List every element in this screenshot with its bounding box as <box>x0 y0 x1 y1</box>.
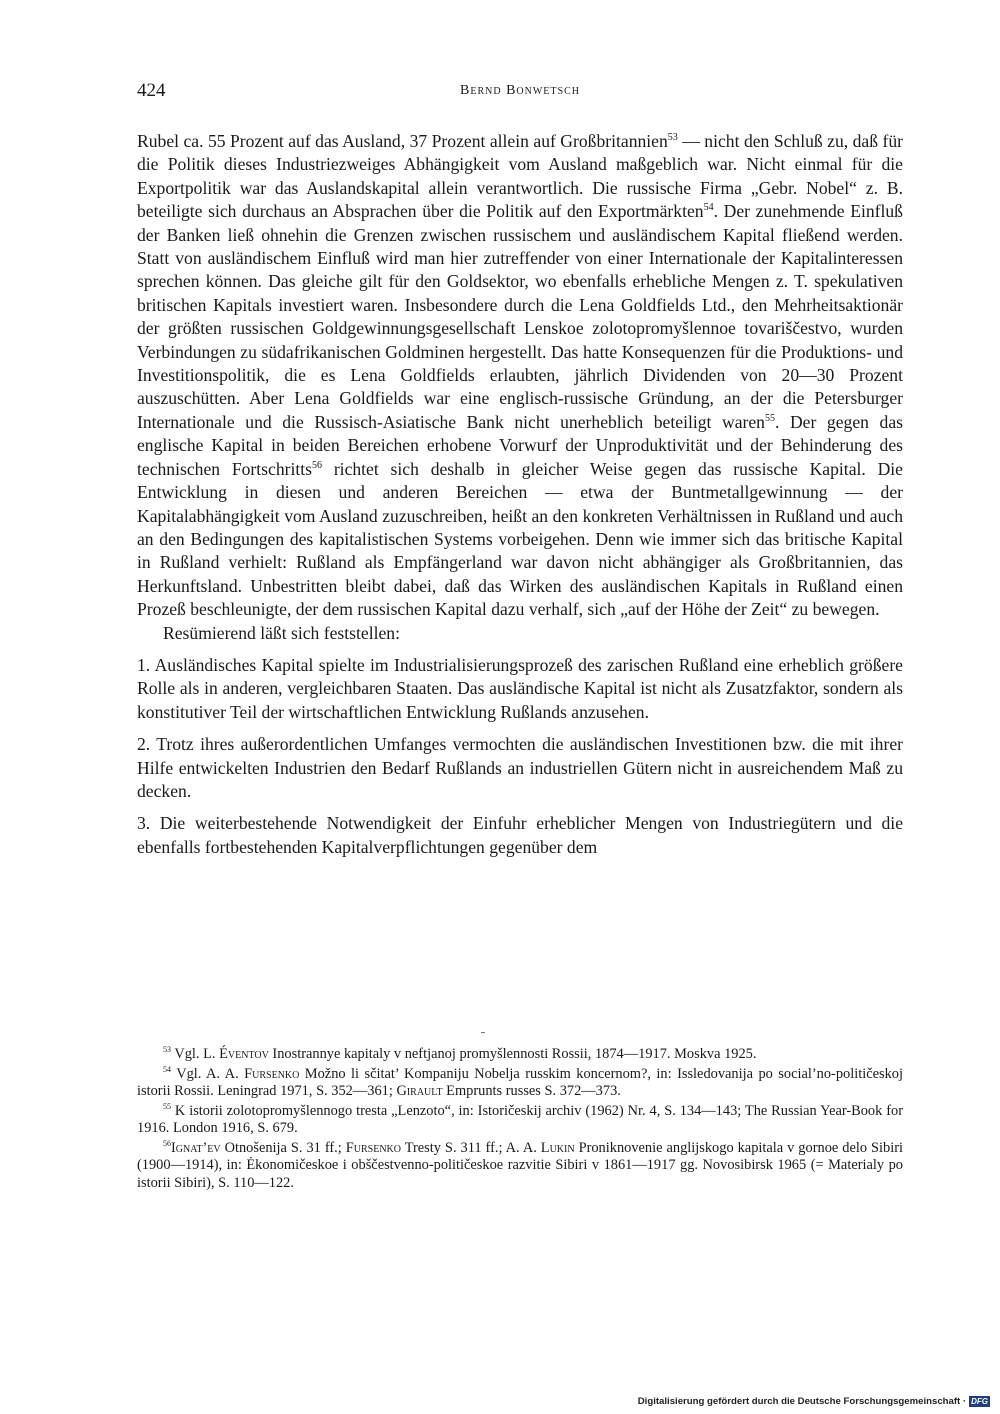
page-number: 424 <box>137 80 166 101</box>
footnote-divider <box>481 1032 485 1033</box>
footnote-ref-53[interactable]: 53 <box>667 132 678 144</box>
summary-point-2: 2. Trotz ihres außerordentlichen Umfanges vermochten die ausländischen Investitionen bzw. die mit ihrer Hilfe entwickelten Industrien den Bedarf Rußlands an industriellen Gütern nicht in ausreichendem Maß zu decken. <box>137 734 903 801</box>
footnote-ref-56[interactable]: 56 <box>312 459 323 471</box>
footnote-55: $^{55}$ K istorii zolotopromyšlennogo tresta „Lenzoto“, in: Istoričeskij archiv (1962) Nr. 4, S. 134—143; The Russian Year-Book for 1916. London 1916, S. 679. <box>137 1101 903 1136</box>
running-head-author: Bernd Bonwetsch <box>460 83 580 98</box>
footnote-56: $^{56}$Ignat’ev Otnošenija S. 31 ff.; Fursenko Tresty S. 311 ff.; A. A. Lukin Proniknovenie anglijskogo kapitala v gornoe delo Sibiri (1900—1914), in: Ėkonomičeskoe i obščestvenno-političeskoe razvitie Sibiri v 1861—1917 gg. Novosibirsk 1965 (= Materialy po istorii Sibiri), S. 110—122. <box>137 1138 903 1191</box>
footnote-ref-54[interactable]: 54 <box>703 202 714 214</box>
digitization-credit-text: Digitalisierung gefördert durch die Deutsche Forschungsgemeinschaft · <box>637 1396 967 1407</box>
summary-point-3: 3. Die weiterbestehende Notwendigkeit der Einfuhr erheblicher Mengen von Industriegütern und die ebenfalls fortbestehenden Kapitalverpflichtungen gegenüber dem <box>137 813 903 857</box>
footnotes <box>137 1046 903 1194</box>
dfg-logo-icon: DFG <box>971 1397 988 1406</box>
page-header <box>137 80 903 104</box>
digitization-credit <box>638 1396 990 1407</box>
summary-point-1: 1. Ausländisches Kapital spielte im Industrialisierungsprozeß des zarischen Rußland eine erheblich größere Rolle als in anderen, vergleichbaren Staaten. Das ausländische Kapital ist nicht als Zusatzfaktor, sondern als konstitutiver Teil der wirtschaftlichen Entwicklung Rußlands anzusehen. <box>137 654 903 722</box>
footnote-ref-55[interactable]: 55 <box>764 413 775 425</box>
body-paragraph-1: Rubel ca. 55 Prozent auf das Ausland, 37 Prozent allein auf Großbritannien$^{53}$ — nicht den Schluß zu, daß für die Politik dieses Industriezweiges Abhängigkeit vom Ausland maßgeblich war. Nicht einmal für die Exportpolitik war das Auslandskapital allein verantwortlich. Die russische Firma „Gebr. Nobel“ z. B. beteiligte sich durchaus an Absprachen über die Politik auf den Exportmärkten$^{54}$. Der zunehmende Einfluß der Banken ließ ohnehin die Grenzen zwischen russischem und ausländischem Kapital fließend werden. Statt von ausländischem Einfluß wird man hier zutreffender von einer Internationale der Kapitalinteressen sprechen können. Das gleiche gilt für den Goldsektor, wo ebenfalls erhebliche Mengen z. T. spekulativen britischen Kapitals investiert waren. Insbesondere durch die Lena Goldfields Ltd., den Mehrheitsaktionär der größten russischen Goldgewinnungsgesellschaft Lenskoe zolotopromyšlennoe tovariščestvo, wurden Verbindungen zu südafrikanischen Goldminen hergestellt. Das hatte Konsequenzen für die Produktions- und Investitionspolitik, die es Lena Goldfields erlaubten, jährlich Dividenden von 20—30 Prozent auszuschütten. Aber Lena Goldfields war eine englisch-russische Gründung, an der die Petersburger Internationale und die Russisch-Asiatische Bank nicht unerheblich beteiligt waren$^{55}$. Der gegen das englische Kapital in beiden Bereichen erhobene Vorwurf der Unproduktivität und der Behinderung des technischen Fortschritts$^{56}$ richtet sich deshalb in gleicher Weise gegen das russische Kapital. Die Entwicklung in diesen und anderen Bereichen — etwa der Buntmetallgewinnung — der Kapitalabhängigkeit vom Ausland zuzuschreiben, heißt an den konkreten Verhältnissen in Rußland und auch an den Bedingungen des kapitalistischen Systems vorbeigehen. Denn wie immer sich das britische Kapital in Rußland verhielt: Rußland als Empfängerland war davon nicht abhängiger als Großbritannien, das Herkunftsland. Unbestritten bleibt dabei, daß das Wirken des ausländischen Kapitals in Rußland einen Prozeß beschleunigte, der dem russischen Kapital dazu verhalf, sich „auf der Höhe der Zeit“ zu bewegen. <box>137 131 903 620</box>
footnote-54: $^{54}$ Vgl. A. A. Fursenko Možno li sčitat’ Kompaniju Nobelja russkim koncernom?, in: Issledovanija po social’no-političeskoj istorii Rossii. Leningrad 1971, S. 352—361; Girault Emprunts russes S. 372—373. <box>137 1064 903 1099</box>
body-paragraph-2: Resümierend läßt sich feststellen: <box>163 622 400 643</box>
main-text <box>137 130 903 859</box>
footnote-53: $^{53}$ Vgl. L. Éventov Inostrannye kapitaly v neftjanoj promyšlennosti Rossii, 1874—1917. Moskva 1925. <box>163 1045 757 1062</box>
